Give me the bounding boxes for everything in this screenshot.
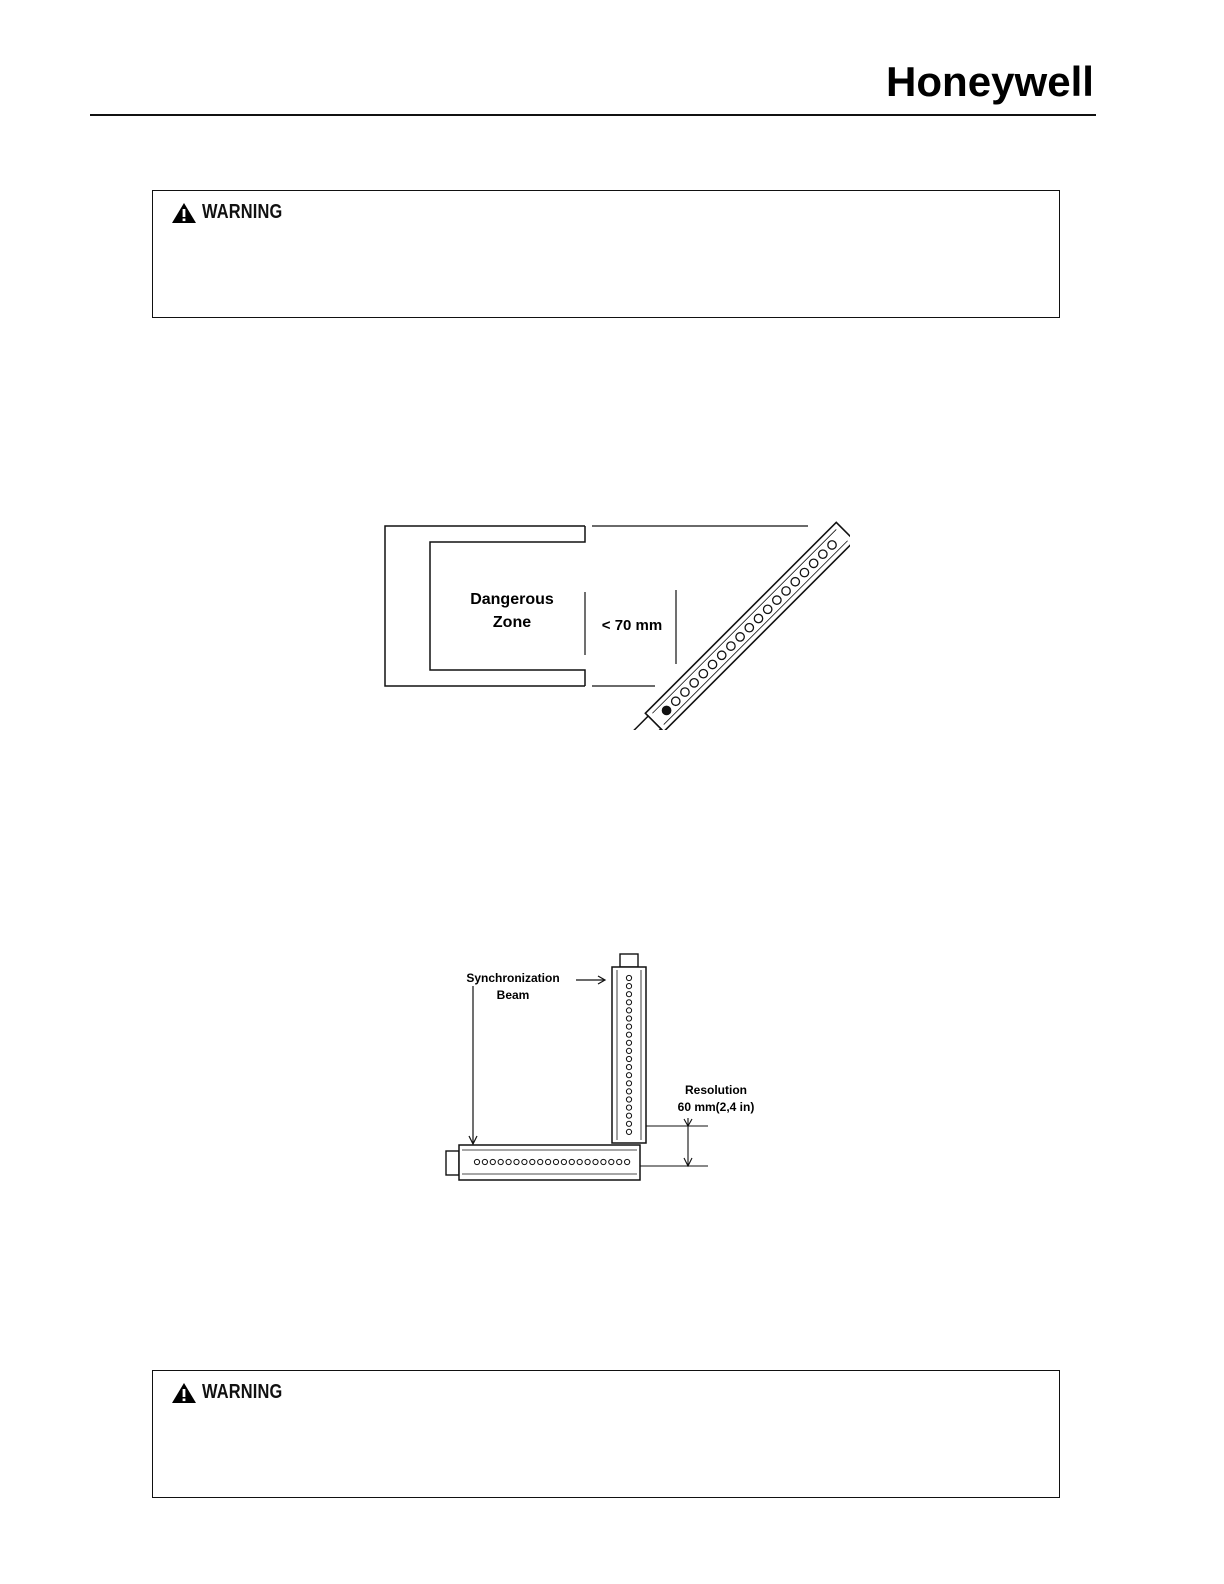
beam-opening — [569, 1159, 574, 1164]
zone-label-line2: Zone — [492, 614, 532, 631]
beam-opening — [626, 1089, 631, 1094]
sync-label-line1: Synchronization — [466, 971, 560, 985]
warning-header — [171, 201, 300, 224]
beam-opening — [585, 1159, 590, 1164]
beam-opening — [626, 1056, 631, 1061]
warning-triangle-icon — [171, 1382, 197, 1404]
brand-name: Honeywell — [886, 58, 1094, 105]
beam-opening — [617, 1159, 622, 1164]
beam-opening — [498, 1159, 503, 1164]
beam-opening — [626, 992, 631, 997]
light-curtain-vertical — [612, 954, 646, 1143]
beam-opening — [626, 1065, 631, 1070]
beam-opening — [626, 1105, 631, 1110]
beam-opening — [626, 1121, 631, 1126]
beam-opening — [601, 1159, 606, 1164]
beam-opening — [626, 1097, 631, 1102]
beam-opening — [626, 1000, 631, 1005]
beam-opening — [474, 1159, 479, 1164]
beam-opening — [626, 1113, 631, 1118]
warning-label: WARNING — [202, 1381, 283, 1403]
beam-opening — [626, 975, 631, 980]
beam-opening — [626, 1032, 631, 1037]
beam-opening — [577, 1159, 582, 1164]
beam-opening — [626, 1048, 631, 1053]
beam-opening — [482, 1159, 487, 1164]
beam-opening — [626, 1073, 631, 1078]
beam-opening — [609, 1159, 614, 1164]
warning-box-top — [152, 190, 1060, 318]
beam-opening — [546, 1159, 551, 1164]
beam-opening — [593, 1159, 598, 1164]
distance-label: < 70 mm — [601, 617, 663, 634]
warning-box-bottom — [152, 1370, 1060, 1498]
beam-opening — [626, 1008, 631, 1013]
synchronization-beam-figure — [440, 950, 770, 1185]
resolution-label-line2: 60 mm(2,4 in) — [677, 1100, 755, 1114]
beam-openings — [661, 539, 838, 716]
header-rule — [90, 114, 1096, 116]
warning-triangle-icon — [171, 202, 197, 224]
beam-opening — [561, 1159, 566, 1164]
beam-opening — [626, 1081, 631, 1086]
beam-opening — [490, 1159, 495, 1164]
beam-opening — [522, 1159, 527, 1164]
zone-label-line1: Dangerous — [470, 591, 554, 608]
beam-opening — [530, 1159, 535, 1164]
beam-opening — [506, 1159, 511, 1164]
beam-opening — [514, 1159, 519, 1164]
beam-opening — [626, 1016, 631, 1021]
beam-opening — [538, 1159, 543, 1164]
beam-opening — [626, 984, 631, 989]
beam-opening — [553, 1159, 558, 1164]
beam-opening — [626, 1040, 631, 1045]
light-curtain-horizontal — [446, 1145, 640, 1180]
beam-opening — [626, 1129, 631, 1134]
warning-label: WARNING — [202, 201, 283, 223]
light-curtain-angled — [630, 522, 850, 730]
sync-label-line2: Beam — [496, 988, 530, 1002]
resolution-dimension — [640, 1118, 708, 1166]
warning-header — [171, 1381, 300, 1404]
honeywell-logo — [884, 58, 1096, 106]
resolution-label-line1: Resolution — [685, 1083, 747, 1097]
dangerous-zone-figure — [380, 520, 850, 730]
beam-opening — [625, 1159, 630, 1164]
beam-opening — [626, 1024, 631, 1029]
sync-arrows — [469, 976, 605, 1144]
